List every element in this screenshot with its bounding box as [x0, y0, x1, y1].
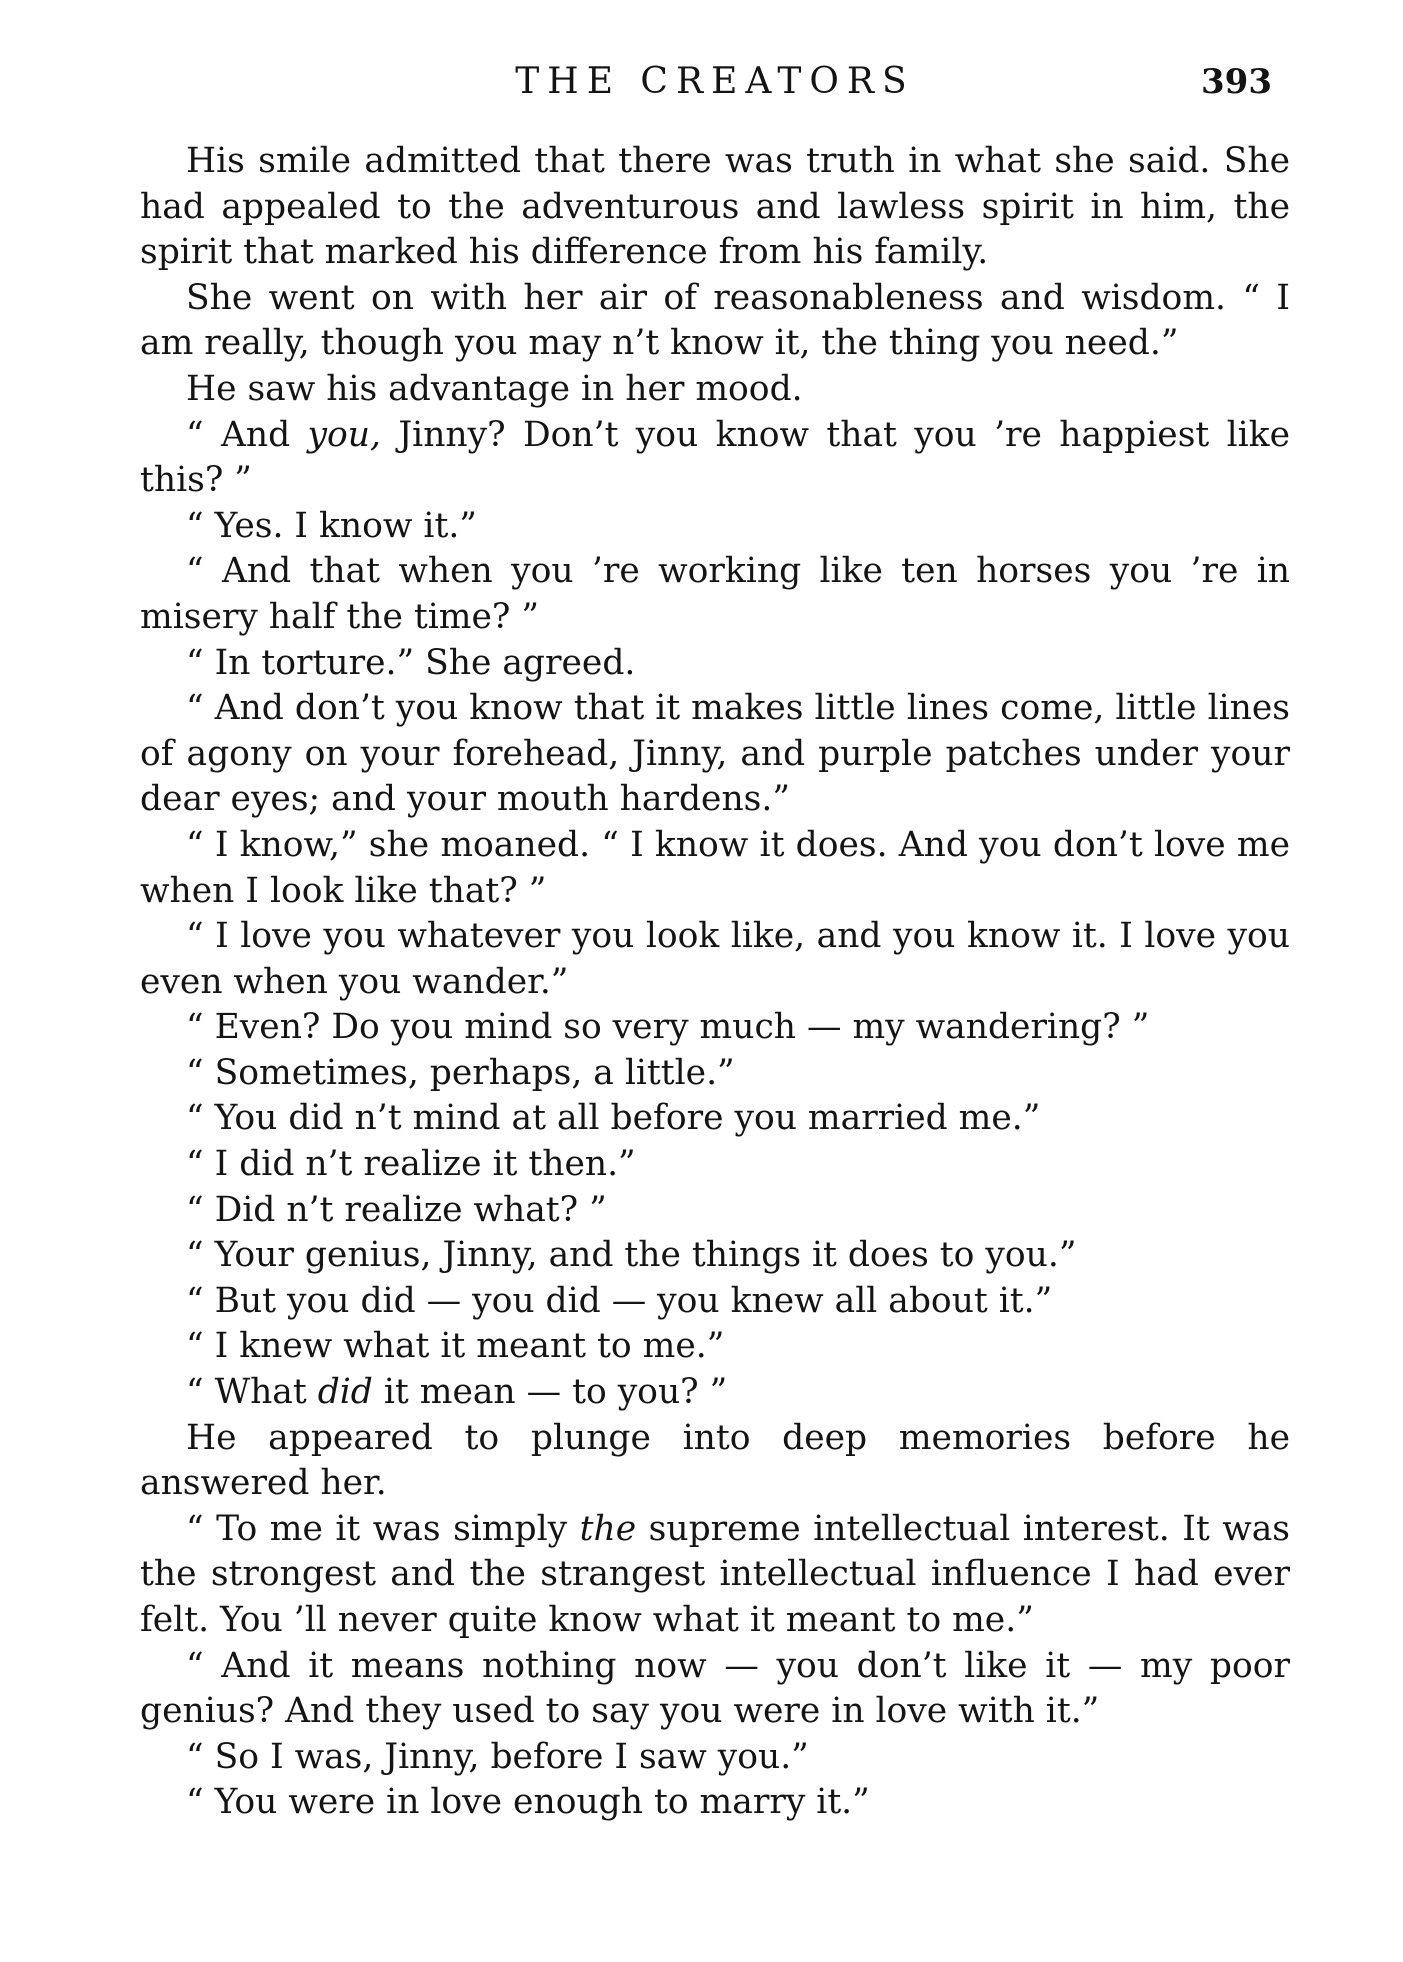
paragraph: “ Yes. I know it.”: [186, 505, 477, 546]
paragraph: “ To me it was simply the supreme intellectual interest. It was the strongest and the strangest intellectual influence I had ever felt. You ’ll never quite know what it meant to me.”: [140, 1508, 1291, 1640]
paragraph: “ I know,” she moaned. “ I know it does. And you don’t love me when I look like that? ”: [140, 824, 1290, 911]
paragraph: “ I knew what it meant to me.”: [186, 1326, 725, 1367]
paragraph: “ I did n’t realize it then.”: [186, 1144, 636, 1185]
paragraph: He saw his advantage in her mood.: [186, 368, 803, 409]
paragraph: His smile admitted that there was truth in what she said. She had appealed to the adventurous and lawless spirit in him, the spirit that marked his difference from his family.: [140, 141, 1290, 273]
italic-emphasis: did: [317, 1372, 373, 1413]
paragraph: She went on with her air of reasonableness and wisdom. “ I am really, though you may n’t know it, the thing you need.”: [140, 277, 1290, 364]
running-title: THE CREATORS: [515, 61, 915, 102]
paragraph: “ And you, Jinny? Don’t you know that you ’re happiest like this? ”: [140, 414, 1290, 501]
paragraph: He appeared to plunge into deep memories before he answered her.: [140, 1417, 1290, 1504]
body-text: [140, 139, 1290, 1826]
page-number: 393: [1201, 62, 1272, 102]
paragraph: “ And it means nothing now — you don’t like it — my poor genius? And they used to say you were in love with it.”: [140, 1645, 1290, 1732]
paragraph: “ Even? Do you mind so very much — my wandering? ”: [186, 1007, 1150, 1048]
italic-emphasis: you,: [307, 414, 381, 455]
italic-emphasis: the: [579, 1508, 637, 1549]
paragraph: “ Did n’t realize what? ”: [186, 1189, 607, 1230]
paragraph: “ You did n’t mind at all before you married me.”: [186, 1098, 1041, 1139]
page-header: [140, 56, 1290, 108]
paragraph: “ Sometimes, perhaps, a little.”: [186, 1052, 735, 1093]
paragraph: “ And don’t you know that it makes little lines come, little lines of agony on your forehead, Jinny, and purple patches under your dear eyes; and your mouth hardens.”: [140, 688, 1290, 820]
paragraph: “ And that when you ’re working like ten horses you ’re in misery half the time? ”: [140, 551, 1290, 637]
paragraph: “ So I was, Jinny, before I saw you.”: [186, 1736, 809, 1777]
paragraph: “ In torture.” She agreed.: [186, 642, 636, 683]
paragraph: “ What did it mean — to you? ”: [186, 1372, 728, 1413]
paragraph: “ I love you whatever you look like, and you know it. I love you even when you wander.”: [140, 916, 1290, 1002]
paragraph: “ You were in love enough to marry it.”: [186, 1782, 870, 1823]
paragraph: “ But you did — you did — you knew all about it.”: [186, 1280, 1053, 1321]
paragraph: “ Your genius, Jinny, and the things it does to you.”: [186, 1235, 1077, 1276]
